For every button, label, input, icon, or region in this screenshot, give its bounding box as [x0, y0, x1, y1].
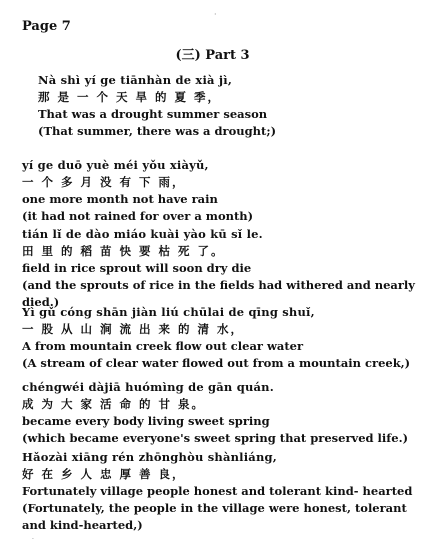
hanzi-line: 成 为 大 家 活 命 的 甘 泉。 — [22, 397, 206, 411]
translation-line: (A stream of clear water flowed out from a mountain creek,) — [22, 356, 411, 370]
pinyin-line: yí ge duō yuè méi yǒu xiàyǔ, — [22, 158, 209, 172]
gloss-line: became every body living sweet spring — [22, 414, 270, 428]
hanzi-line: 田 里 的 稻 苗 快 要 枯 死 了。 — [22, 244, 225, 258]
hanzi-line: 一 股 从 山 涧 流 出 来 的 清 水， — [22, 322, 245, 336]
gloss-line: one more month not have rain — [22, 192, 218, 206]
pinyin-line: tián lǐ de dào miáo kuài yào kū sǐ le. — [22, 227, 263, 241]
translation-line: (and the sprouts of rice in the fields had withered and nearly died.) — [22, 278, 415, 309]
translation-line: (it had not rained for over a month) — [22, 209, 254, 223]
stanza-4 — [22, 304, 417, 372]
stanza-2 — [22, 157, 417, 225]
stanza-6 — [22, 449, 417, 534]
gloss-line: Fortunately village people honest and tolerant kind- hearted — [22, 484, 413, 498]
gloss-line: A from mountain creek flow out clear water — [22, 339, 304, 353]
page-number: Page 7 — [22, 19, 71, 34]
pinyin-line: chéngwéi dàjiā huómìng de gān quán. — [22, 380, 274, 394]
translation-line: (Fortunately, the people in the village were honest, tolerant and kind-hearted,) — [22, 501, 407, 532]
stanza-1 — [38, 72, 425, 140]
hanzi-line: 那 是 一 个 天 旱 的 夏 季， — [38, 90, 222, 104]
scan-mark: · — [32, 536, 34, 543]
part-title: (三) Part 3 — [175, 48, 250, 63]
scan-speck: · — [214, 10, 217, 19]
hanzi-line: 一 个 多 月 没 有 下 雨， — [22, 175, 186, 189]
translation-line: (which became everyone's sweet spring that preserved life.) — [22, 431, 409, 445]
gloss-line: That was a drought summer season — [38, 107, 268, 121]
pinyin-line: Hǎozài xiāng rén zhōnghòu shànliáng, — [22, 450, 277, 464]
pinyin-line: Yì gǔ cóng shān jiàn liú chūlai de qīng shuǐ, — [22, 305, 315, 319]
hanzi-line: 好 在 乡 人 忠 厚 善 良， — [22, 467, 186, 481]
gloss-line: field in rice sprout will soon dry die — [22, 261, 252, 275]
pinyin-line: Nà shì yí ge tiānhàn de xià jì, — [38, 73, 233, 87]
stanza-3 — [22, 226, 417, 311]
translation-line: (That summer, there was a drought;) — [38, 124, 277, 138]
stanza-5 — [22, 379, 417, 447]
